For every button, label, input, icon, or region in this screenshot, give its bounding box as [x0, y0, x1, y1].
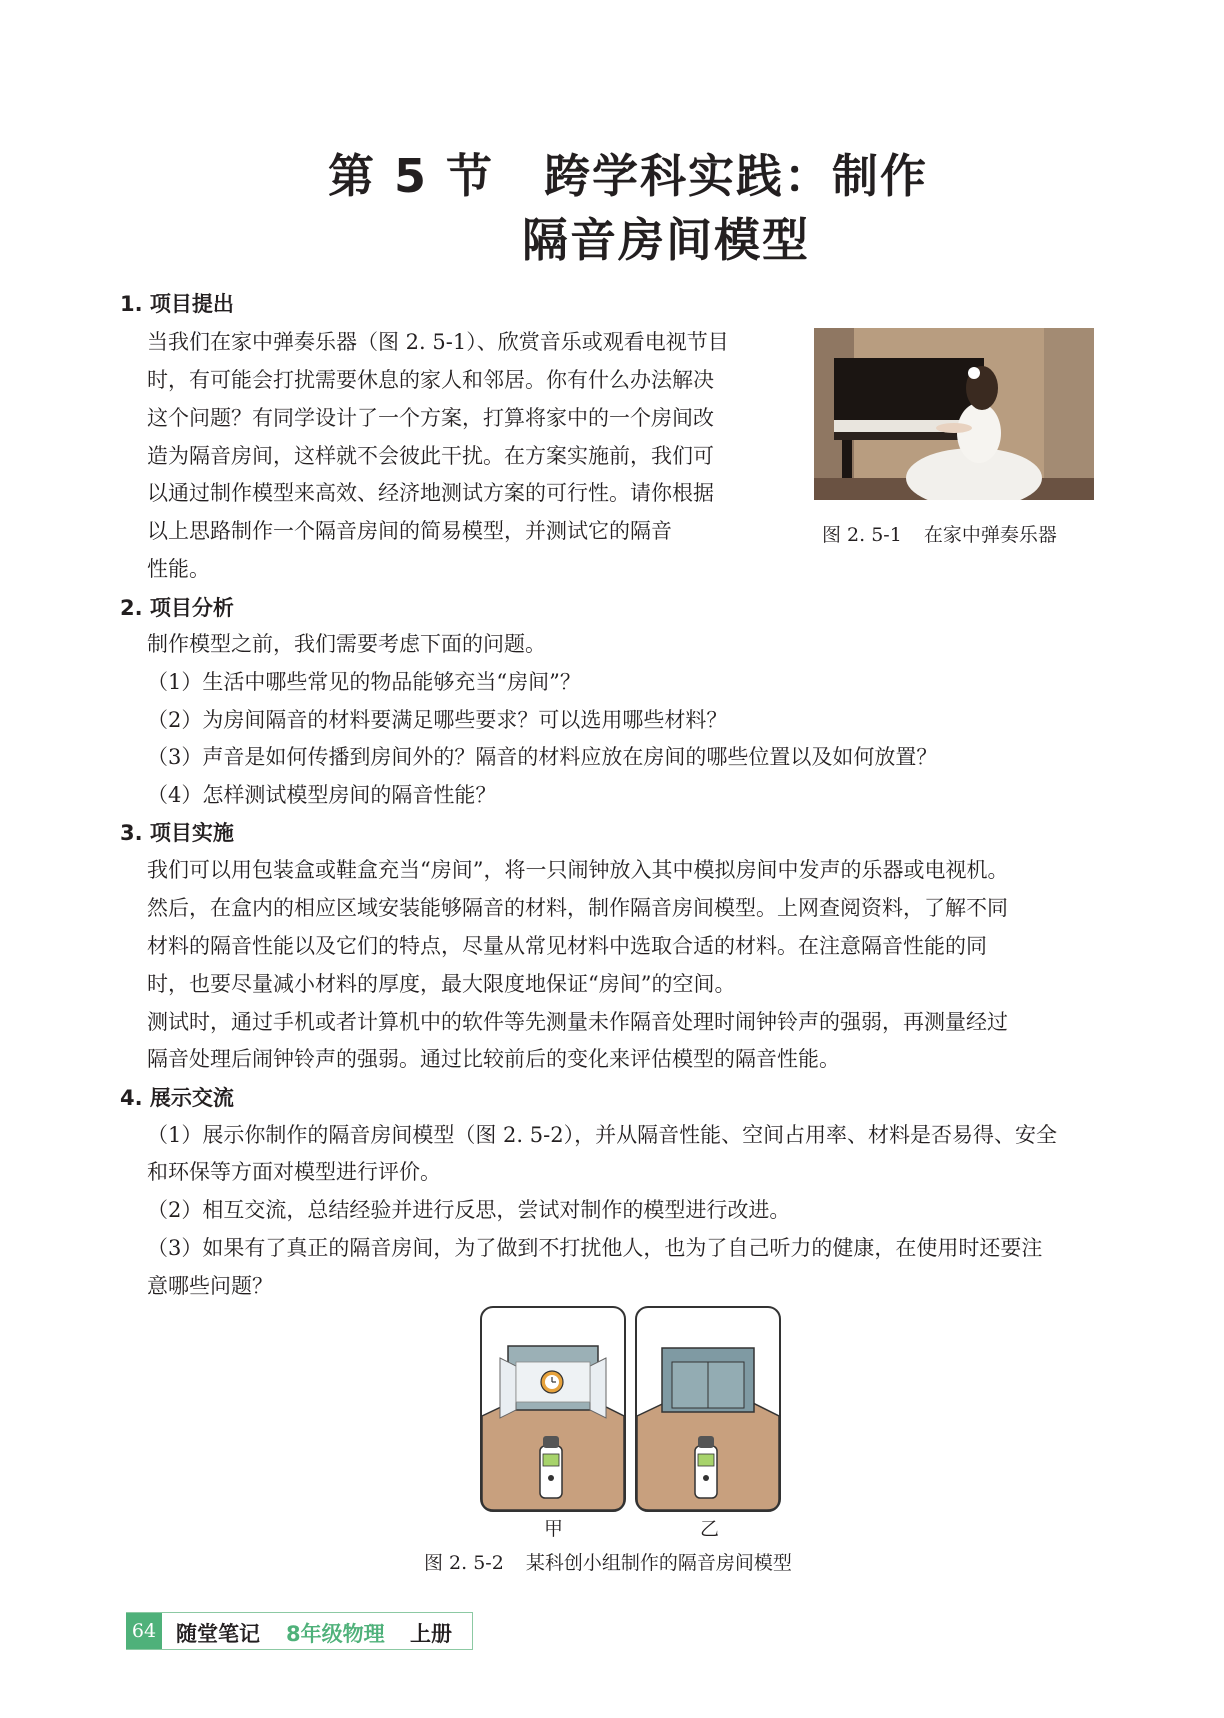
page-number: 64: [126, 1613, 162, 1649]
s4-line-4: （3）如果有了真正的隔音房间，为了做到不打扰他人，也为了自己听力的健康，在使用时还要注: [147, 1236, 1043, 1260]
soundproof-models-illustration: [480, 1306, 782, 1512]
s3-line-1: 我们可以用包装盒或鞋盒充当“房间”，将一只闹钟放入其中模拟房间中发声的乐器或电视机。: [147, 858, 1009, 882]
title-line-2: 隔音房间模型: [522, 213, 810, 267]
s1-line-5: 以通过制作模型来高效、经济地测试方案的可行性。请你根据: [147, 481, 714, 505]
section-heading-1: 1. 项目提出: [120, 292, 234, 316]
s3-line-3: 材料的隔音性能以及它们的特点，尽量从常见材料中选取合适的材料。在注意隔音性能的同: [147, 934, 987, 958]
s3-line-2: 然后，在盒内的相应区域安装能够隔音的材料，制作隔音房间模型。上网查阅资料，了解不同: [147, 896, 1008, 920]
s4-line-1: （1）展示你制作的隔音房间模型（图 2. 5-2），并从隔音性能、空间占用率、材料是否易得、安全: [147, 1123, 1058, 1147]
s1-line-6: 以上思路制作一个隔音房间的简易模型，并测试它的隔音: [147, 519, 672, 543]
s4-line-5: 意哪些问题？: [147, 1274, 273, 1298]
s2-line-1: 制作模型之前，我们需要考虑下面的问题。: [147, 632, 546, 656]
s2-line-4: （3）声音是如何传播到房间外的？隔音的材料应放在房间的哪些位置以及如何放置？: [147, 745, 938, 769]
s2-line-2: （1）生活中哪些常见的物品能够充当“房间”？: [147, 670, 581, 694]
s1-line-4: 造为隔音房间，这样就不会彼此干扰。在方案实施前，我们可: [147, 444, 714, 468]
figure-2-caption: [424, 1548, 792, 1575]
s1-line-7: 性能。: [147, 557, 210, 581]
s2-line-5: （4）怎样测试模型房间的隔音性能？: [147, 783, 497, 807]
title-line-1: [328, 140, 928, 206]
figure-2-title: 某科创小组制作的隔音房间模型: [525, 1552, 792, 1574]
s3-line-6: 隔音处理后闹钟铃声的强弱。通过比较前后的变化来评估模型的隔音性能。: [147, 1047, 840, 1071]
s1-line-1: 当我们在家中弹奏乐器（图 2. 5-1）、欣赏音乐或观看电视节目: [147, 330, 729, 354]
figure-1-title: 在家中弹奏乐器: [923, 524, 1057, 546]
s1-line-3: 这个问题？有同学设计了一个方案，打算将家中的一个房间改: [147, 406, 714, 430]
figure-2-label-yi: 乙: [700, 1518, 720, 1540]
figure-1-number: 图 2. 5-1: [822, 524, 902, 546]
s2-line-3: （2）为房间隔音的材料要满足哪些要求？可以选用哪些材料？: [147, 708, 728, 732]
figure-2-number: 图 2. 5-2: [424, 1552, 504, 1574]
model-yi-panel: [636, 1307, 780, 1511]
book-title: 随堂笔记: [176, 1622, 260, 1646]
section-heading-2: 2. 项目分析: [120, 596, 234, 620]
s4-line-3: （2）相互交流，总结经验并进行反思，尝试对制作的模型进行改进。: [147, 1198, 791, 1222]
model-jia-panel: [481, 1307, 625, 1511]
section-heading-3: 3. 项目实施: [120, 821, 234, 845]
section-number: 第 5 节: [328, 149, 495, 203]
figure-1-caption: [822, 520, 1057, 547]
title-text-1: 跨学科实践：制作: [544, 149, 929, 203]
section-heading-4: 4. 展示交流: [120, 1086, 234, 1110]
s3-line-5: 测试时，通过手机或者计算机中的软件等先测量未作隔音处理时闹钟铃声的强弱，再测量经过: [147, 1010, 1008, 1034]
s3-line-4: 时，也要尽量减小材料的厚度，最大限度地保证“房间”的空间。: [147, 972, 736, 996]
grade-subject: 8年级物理: [286, 1622, 385, 1646]
page-footer: [126, 1612, 473, 1650]
piano-photo: [814, 328, 1094, 500]
volume-label: 上册: [410, 1622, 452, 1646]
s4-line-2: 和环保等方面对模型进行评价。: [147, 1160, 441, 1184]
figure-2-label-jia: 甲: [544, 1518, 564, 1540]
piano-girl-illustration: [814, 328, 1094, 500]
s1-line-2: 时，有可能会打扰需要休息的家人和邻居。你有什么办法解决: [147, 368, 714, 392]
soundproof-model-figure: [480, 1306, 782, 1512]
